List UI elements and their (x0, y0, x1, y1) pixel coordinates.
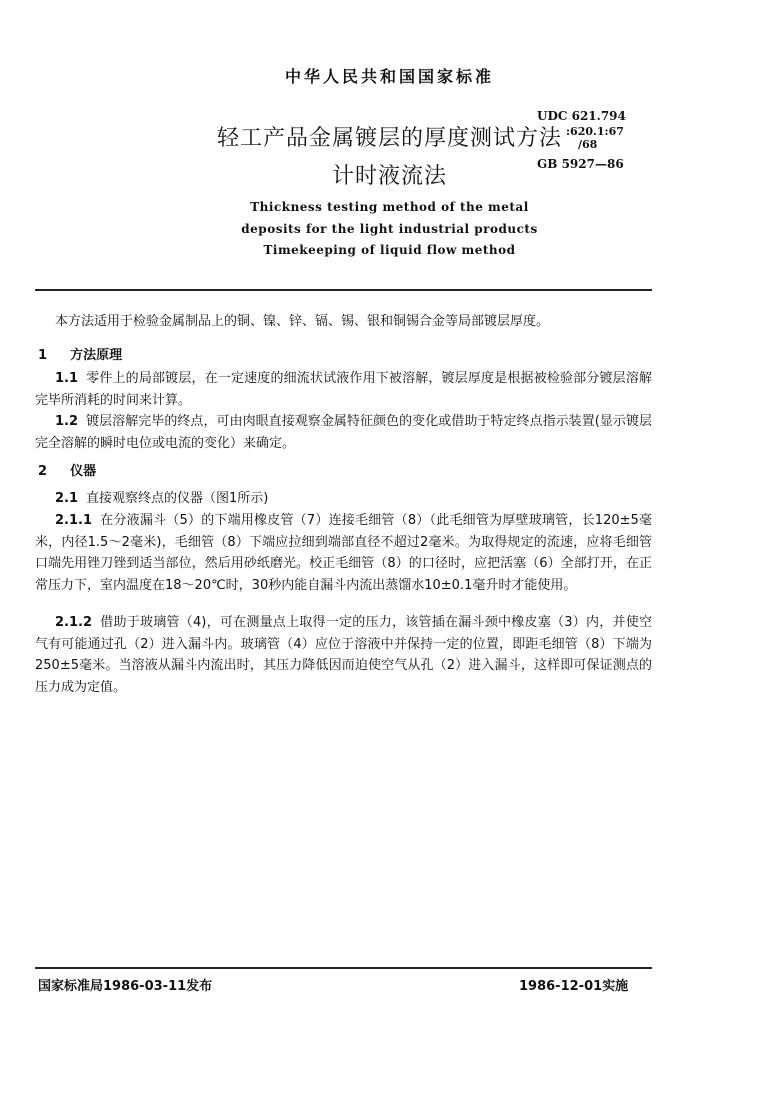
clause-1-2-text: 镀层溶解完毕的终点，可由肉眼直接观察金属特征颜色的变化或借助于特定终点指示装置(显示镀层完全溶解的瞬时电位或电流的变化）来确定。 (35, 414, 652, 451)
clause-2-1-1-text: 在分液漏斗（5）的下端用橡皮管（7）连接毛细管（8）（此毛细管为厚壁玻璃管，长120±5毫米，内径1.5～2毫米)，毛细管（8）下端应拉细到端部直径不超过2毫米。为取得规定的流速，应将毛细管口端先用锉刀锉到适当部位，然后用砂纸磨光。校正毛细管（8）的口径时，应把活塞（6）全部打开，在正常压力下，室内温度在18～20℃时，30秒内能自漏斗内流出蒸馏水10±0.1毫升时才能使用。 (35, 513, 652, 593)
issue-date: 国家标准局1986-03-11发布 (38, 979, 213, 994)
clause-2-1 (55, 488, 268, 510)
clause-2-1-2-number: 2.1.2 (55, 615, 93, 630)
section-2-heading (38, 460, 96, 479)
section-2-title: 仪器 (70, 464, 97, 479)
clause-2-1-number: 2.1 (55, 491, 79, 506)
clause-2-1-2-text: 借助于玻璃管（4)，可在测量点上取得一定的压力，该管插在漏斗颈中橡皮塞（3）内，并使空气有可能通过孔（2）进入漏斗内。玻璃管（4）应位于溶液中并保持一定的位置，即距毛细管（8）下端为250±5毫米。当溶液从漏斗内流出时，其压力降低因而迫使空气从孔（2）进入漏斗，这样即可保证测点的压力成为定值。 (35, 615, 652, 695)
section-1-title: 方法原理 (70, 348, 123, 363)
clause-2-1-text: 直接观察终点的仪器（图1所示) (86, 491, 269, 506)
title-en-line1: Thickness testing method of the metal (250, 200, 529, 214)
section-1-heading (38, 344, 122, 363)
gb-number: GB 5927—86 (537, 157, 624, 171)
section-2-number: 2 (38, 464, 48, 479)
title-en-line2: deposits for the light industrial products (241, 222, 538, 236)
section-1-number: 1 (38, 348, 48, 363)
clause-1-2 (35, 411, 652, 454)
clause-2-1-2 (35, 612, 652, 698)
national-standard-heading: 中华人民共和国国家标准 (284, 67, 494, 86)
footer-divider (35, 967, 652, 969)
clause-1-1-number: 1.1 (55, 371, 79, 386)
effective-date: 1986-12-01实施 (519, 979, 629, 994)
title-en-line3: Timekeeping of liquid flow method (263, 243, 516, 257)
clause-2-1-1-number: 2.1.1 (55, 513, 93, 528)
clause-1-2-number: 1.2 (55, 414, 79, 429)
clause-2-1-1 (35, 510, 652, 596)
udc-code-line3: /68 (578, 138, 598, 151)
header-divider (35, 289, 652, 291)
clause-1-1 (35, 368, 652, 411)
udc-code-line2: :620.1:67 (566, 125, 624, 138)
title-cn-line1: 轻工产品金属镀层的厚度测试方法 (216, 126, 562, 151)
intro-paragraph: 本方法适用于检验金属制品上的铜、镍、锌、镉、锡、银和铜锡合金等局部镀层厚度。 (55, 314, 550, 329)
udc-code-line1: UDC 621.794 (537, 109, 626, 123)
title-cn-line2: 计时液流法 (331, 164, 447, 189)
clause-1-1-text: 零件上的局部镀层，在一定速度的细流状试液作用下被溶解，镀层厚度是根据被检验部分镀层溶解完毕所消耗的时间来计算。 (35, 371, 652, 408)
